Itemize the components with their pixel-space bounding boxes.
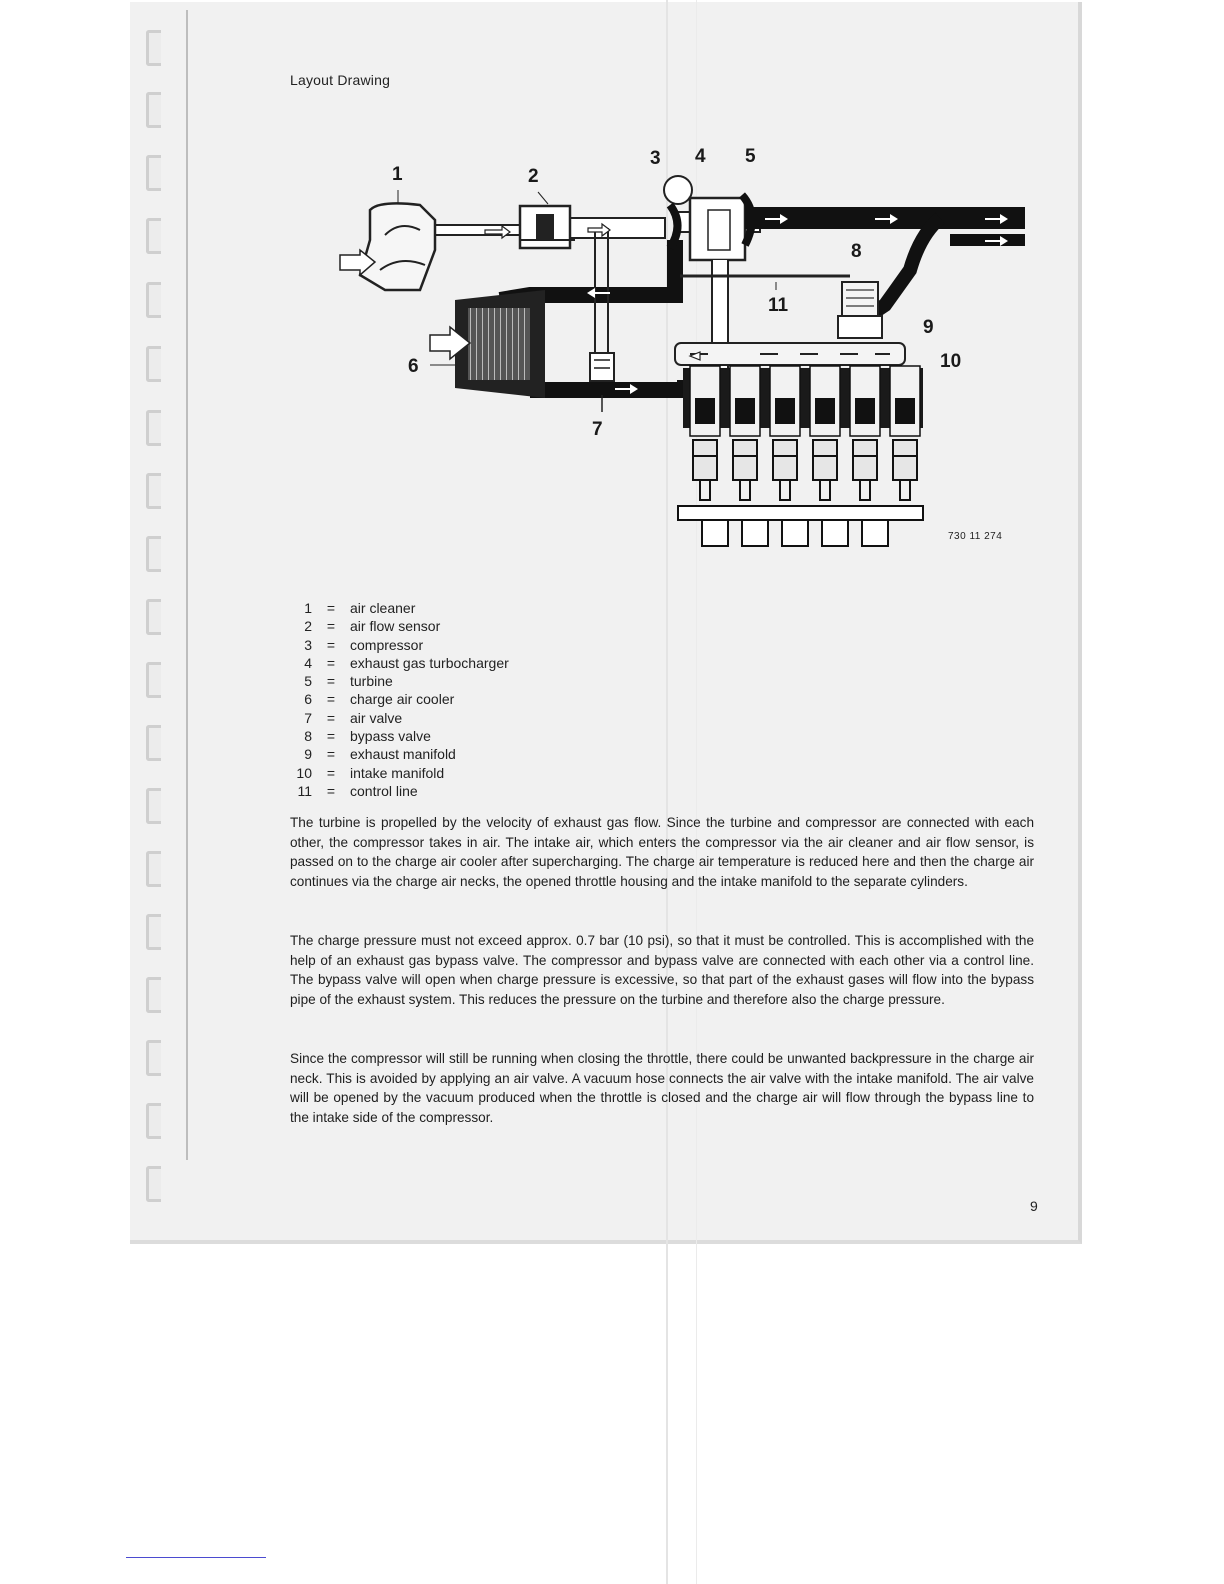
binding-hole <box>146 851 161 887</box>
engine-block <box>678 366 923 546</box>
binding-hole <box>146 536 161 572</box>
binding-hole <box>146 155 161 191</box>
binding-hole <box>146 410 161 446</box>
footer-rule <box>126 1557 266 1558</box>
callout-1: 1 <box>392 164 403 185</box>
body-paragraph-2: The charge pressure must not exceed approx. 0.7 bar (10 psi), so that it must be controlled. This is accomplished with the help of an exhaust gas bypass valve. The compressor and bypass valve are connected with each other via a control line. The bypass valve will open when charge pressure is excessive, so that part of the exhaust gases will flow into the bypass pipe of the exhaust system. This reduces the pressure on the turbine and therefore also the charge pressure. <box>290 933 1034 1007</box>
air-cleaner <box>340 203 435 290</box>
callout-11: 11 <box>768 295 789 316</box>
legend-item: 1 = air cleaner <box>304 600 416 616</box>
callout-10: 10 <box>940 351 962 372</box>
binding-hole <box>146 92 161 128</box>
binding-hole <box>146 1040 161 1076</box>
binding-hole <box>146 473 161 509</box>
legend-item: 5 = turbine <box>304 673 393 690</box>
body-paragraph-3: Since the compressor will still be running when closing the throttle, there could be unwanted backpressure in the charge air neck. This is avoided by applying an air valve. A vacuum hose connects the air valve with the intake manifold. The air valve will be opened by the vacuum produced when the throttle is closed and the charge air will flow through the bypass line to the intake side of the compressor. <box>290 1051 1034 1125</box>
legend-item: 10 = intake manifold <box>296 764 445 781</box>
charge-air-cooler <box>430 290 545 398</box>
binding-hole <box>146 1103 161 1139</box>
page-heading: Layout Drawing <box>290 72 391 88</box>
binding-hole <box>146 218 161 254</box>
intake-manifold <box>675 343 905 365</box>
legend-item: 7 = air valve <box>304 709 403 726</box>
bypass-valve <box>838 282 882 338</box>
legend-item: 2 = air flow sensor <box>304 618 441 635</box>
callout-9: 9 <box>923 317 934 338</box>
air-flow-sensor <box>520 206 575 248</box>
turbocharger-layout-diagram <box>290 140 1030 560</box>
callout-4: 4 <box>695 146 706 167</box>
callout-3: 3 <box>650 148 661 169</box>
binding-hole <box>146 1166 161 1202</box>
legend-item: 4 = exhaust gas turbocharger <box>304 654 509 671</box>
binding-hole <box>146 914 161 950</box>
body-paragraph-1: The turbine is propelled by the velocity of exhaust gas flow. Since the turbine and compressor are connected with each other, the compressor takes in air. The intake air, which enters the compressor via the air cleaner and air flow sensor, is passed on to the charge air cooler after supercharging. The charge air temperature is reduced here and then the charge air continues via the charge air necks, the opened throttle housing and the intake manifold to the separate cylinders. <box>290 815 1034 889</box>
binding-hole <box>146 30 161 66</box>
binding-hole <box>146 346 161 382</box>
legend-item: 8 = bypass valve <box>304 728 431 745</box>
callout-2: 2 <box>528 166 539 187</box>
binding-hole <box>146 788 161 824</box>
callout-7: 7 <box>592 419 603 440</box>
binding-hole <box>146 282 161 318</box>
binding-margin-line <box>186 10 188 1160</box>
callout-8: 8 <box>851 241 862 262</box>
figure-code: 730 11 274 <box>948 531 1003 542</box>
binding-hole <box>146 599 161 635</box>
legend-item: 3 = compressor <box>304 636 424 653</box>
legend-item: 6 = charge air cooler <box>304 691 455 708</box>
legend-item: 11 = control line <box>297 782 418 799</box>
binding-hole <box>146 725 161 761</box>
callout-5: 5 <box>745 146 756 167</box>
callout-6: 6 <box>408 356 419 377</box>
binding-hole <box>146 662 161 698</box>
binding-hole <box>146 977 161 1013</box>
legend-list <box>290 599 509 800</box>
page-number: 9 <box>1030 1198 1038 1214</box>
legend-item: 9 = exhaust manifold <box>304 746 456 763</box>
